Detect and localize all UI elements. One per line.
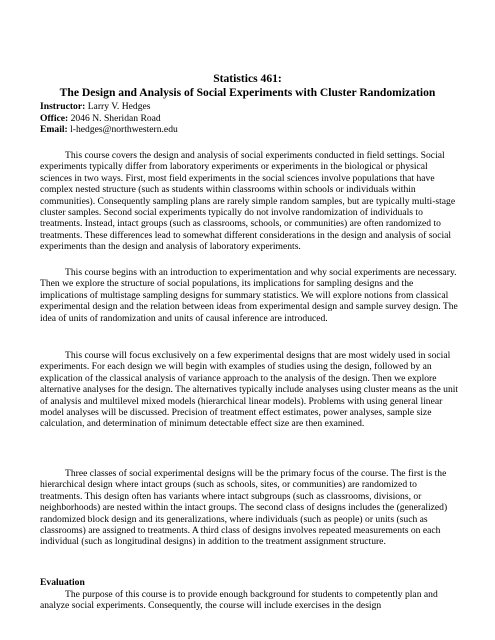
paragraph-overview: This course covers the design and analysis of social experiments conducted in field settings. Social experiments typically differ from laboratory experiments or experiments in the biological or physical sciences in two ways. First, most field experiments in the social sciences involve populations that have complex nested structure (such as students within classrooms within schools or individuals within communities). Consequently sampling plans are rarely simple random samples, but are typically multi-stage cluster samples. Second social experiments typically do not involve randomization of individuals to treatments. Instead, intact groups (such as classrooms, schools, or communities) are often randomized to treatments. These differences lead to somewhat different considerations in the design and analysis of social experiments than the design and analysis of laboratory experiments. [40, 150, 456, 253]
paragraph-design-classes: Three classes of social experimental designs will be the primary focus of the course. The first is the hierarchical design where intact groups (such as schools, sites, or communities) are randomized to treatments. This design often has variants where intact subgroups (such as classrooms, divisions, or neighborhoods) are nested within the intact groups. The second class of designs includes the (generalized) randomized block design and its generalizations, where individuals (such as people) or units (such as classrooms) are assigned to treatments. A third class of designs involves repeated measurements on each individual (such as longitudinal designs) in addition to the treatment assignment structure. [40, 468, 448, 548]
instructor-info [40, 101, 460, 136]
course-number: Statistics 461: [213, 72, 282, 85]
course-title: The Design and Analysis of Social Experiments with Cluster Randomization [59, 86, 436, 99]
evaluation-heading: Evaluation [40, 577, 85, 588]
instructor-name: Larry V. Hedges [85, 101, 151, 112]
paragraph-introduction: This course begins with an introduction to experimentation and why social experiments are necessary. Then we explore the structure of social populations, its implications for sampling designs and the implications of multistage sampling designs for summary statistics. We will explore notions from classical experimental design and the relation between ideas from experimental design and sample survey design. The idea of units of randomization and units of causal inference are introduced. [40, 267, 458, 324]
page-title [40, 72, 455, 100]
paragraph-evaluation: The purpose of this course is to provide enough background for students to competently plan and analyze social experiments. Consequently, the course will include exercises in the design [40, 589, 438, 612]
office-address: 2046 N. Sheridan Road [68, 112, 161, 124]
office-label: Office: [40, 112, 69, 124]
instructor-label: Instructor: [40, 101, 86, 112]
office-line [40, 113, 460, 125]
instructor-line [40, 101, 460, 113]
email-label: Email: [40, 124, 68, 136]
email-address[interactable]: l-hedges@northwestern.edu [67, 124, 178, 136]
paragraph-designs: This course will focus exclusively on a few experimental designs that are most widely used in social experiments. For each design we will begin with examples of studies using the design, followed by an explication of the classical analysis of variance approach to the analysis of the design. Then we explore alternative analyses for the design. The alternatives typically include analyses using cluster means as the unit of analysis and multilevel mixed models (hierarchical linear models). Problems with using general linear model analyses will be discussed. Precision of treatment effect estimates, power analyses, sample size calculation, and determination of minimum detectable effect size are then examined. [40, 350, 459, 430]
email-line [40, 124, 460, 136]
